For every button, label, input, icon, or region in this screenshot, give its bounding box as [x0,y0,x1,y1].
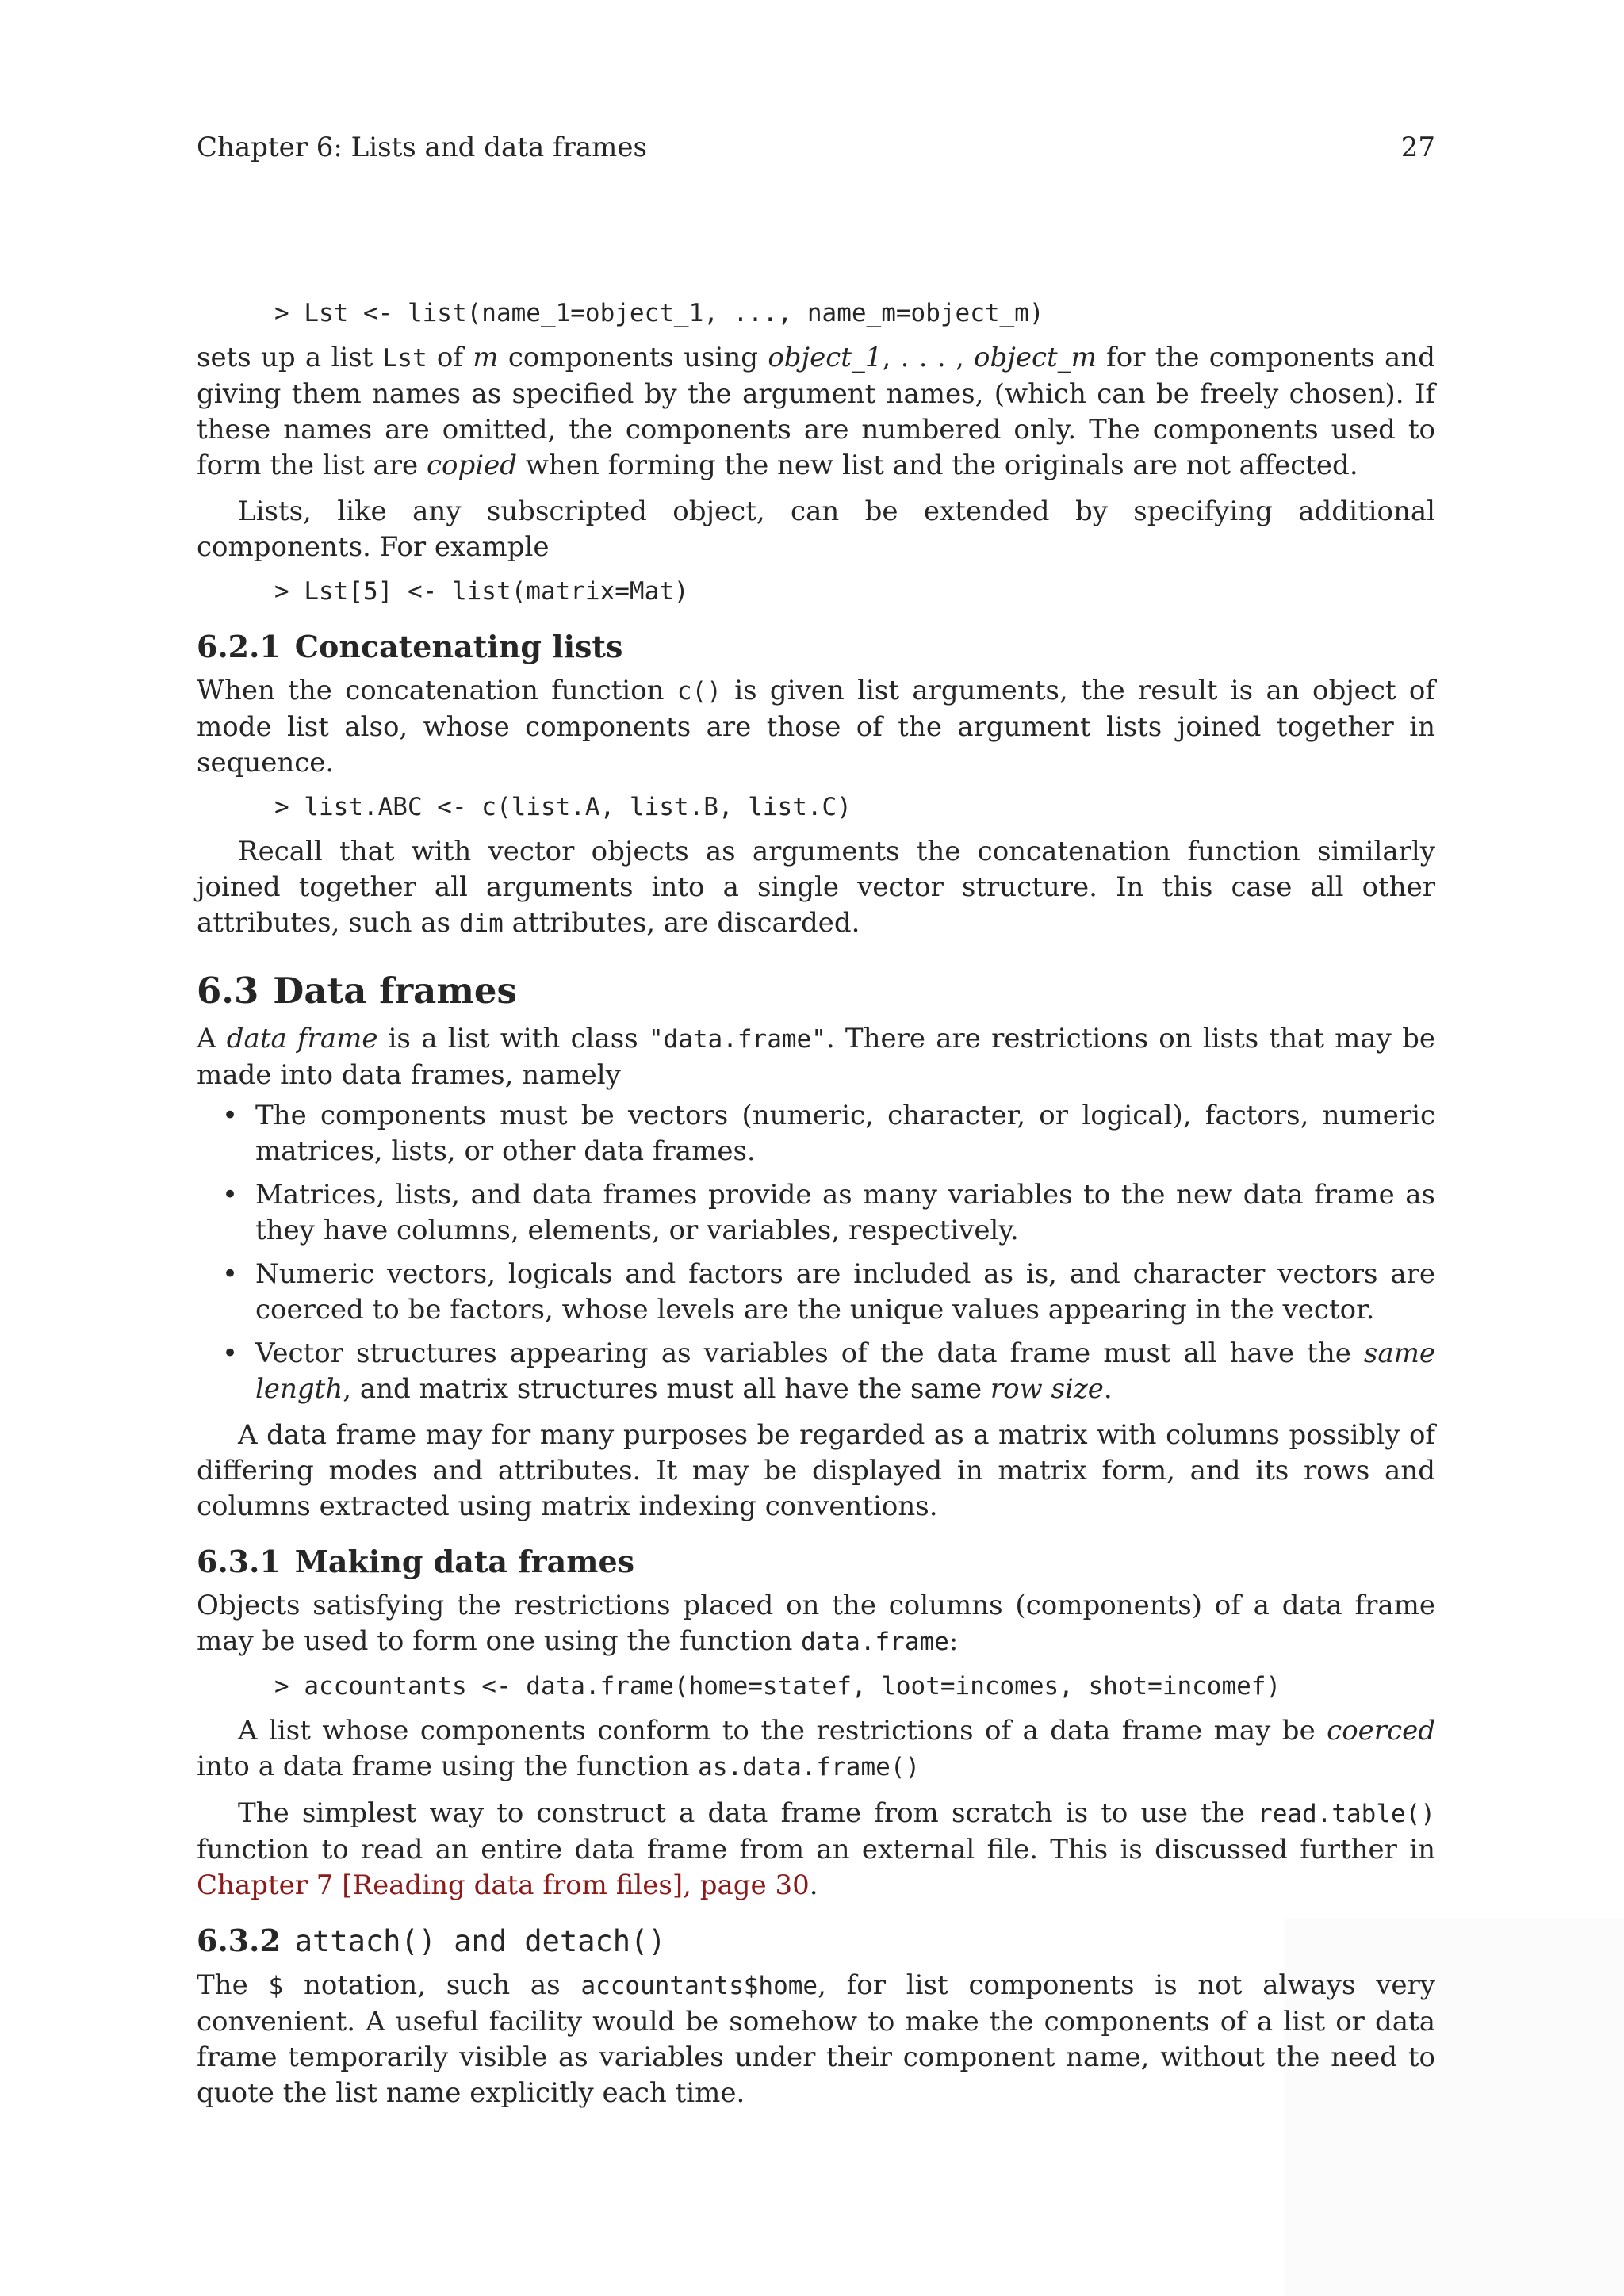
bullet-icon: • [222,1179,239,1211]
list-item: • Matrices, lists, and data frames provide as many variables to the new data frame as they have columns, elements, or variables, respectively. [222,1179,1435,1246]
paragraph: Recall that with vector objects as arguments the concatenation function similarly joined together all arguments into a single vector structure. In this case all other attributes, such as dim attributes, are discarded. [197,836,1435,939]
section-heading-6-3: 6.3 Data frames [197,970,517,1012]
paragraph: A list whose components conform to the restrictions of a data frame may be coerced into a data frame using the function as.data.frame() [197,1715,1435,1782]
paragraph: The simplest way to construct a data frame from scratch is to use the read.table() function to read an entire data frame from an external file. This is discussed further in Chapter 7 [Reading data from files], page 30. [197,1797,1435,1901]
bullet-icon: • [222,1100,239,1131]
paragraph: When the concatenation function c() is given list arguments, the result is an object of mode list also, whose components are those of the argument lists joined together in sequence. [197,675,1435,779]
bullet-icon: • [222,1258,239,1290]
page-number: 27 [1400,132,1435,163]
bullet-icon: • [222,1337,239,1369]
paragraph: Lists, like any subscripted object, can be extended by specifying additional components. For example [197,496,1435,563]
list-item: • Vector structures appearing as variables of the data frame must all have the same length, and matrix structures must all have the same row size. [222,1337,1435,1405]
paragraph: A data frame may for many purposes be regarded as a matrix with columns possibly of differing modes and attributes. It may be displayed in matrix form, and its rows and columns extracted using matrix indexing conventions. [197,1419,1435,1522]
paragraph: sets up a list Lst of m components using object_1, . . . , object_m for the components and giving them names as specified by the argument names, (which can be freely chosen). If these names are omitted, the components are numbered only. The components used to form the list are copied when forming the new list and the originals are not affected. [197,342,1435,481]
paragraph: The $ notation, such as accountants$home, for list components is not always very convenient. A useful facility would be somehow to make the components of a list or data frame temporarily visible as variables under their component name, without the need to quote the list name explicitly each time. [197,1969,1436,2109]
code-block: > list.ABC <- c(list.A, list.B, list.C) [274,793,852,821]
list-item: • Numeric vectors, logicals and factors are included as is, and character vectors are coerced to be factors, whose levels are the unique values appearing in the vector. [222,1258,1435,1326]
chapter-7-link[interactable]: Chapter 7 [Reading data from files], page 30 [197,1869,810,1901]
list-item: • The components must be vectors (numeric, character, or logical), factors, numeric matrices, lists, or other data frames. [222,1100,1435,1167]
section-heading-6-3-1: 6.3.1 Making data frames [197,1544,635,1579]
restrictions-list [197,1098,1435,1407]
chapter-title: Chapter 6: Lists and data frames [197,132,647,163]
code-block: > Lst[5] <- list(matrix=Mat) [274,577,689,606]
code-block: > accountants <- data.frame(home=statef, loot=incomes, shot=incomef) [274,1672,1281,1701]
section-heading-6-2-1: 6.2.1 Concatenating lists [197,629,623,664]
page-content [197,287,1435,2111]
paragraph: Objects satisfying the restrictions placed on the columns (components) of a data frame may be used to form one using the function data.frame: [197,1590,1435,1657]
section-heading-6-3-2: 6.3.2 attach() and detach() [197,1923,666,1958]
running-head [197,130,1435,166]
code-block: > Lst <- list(name_1=object_1, ..., name_m=object_m) [274,299,1044,327]
paragraph: A data frame is a list with class "data.frame". There are restrictions on lists that may be made into data frames, namely [197,1023,1435,1091]
